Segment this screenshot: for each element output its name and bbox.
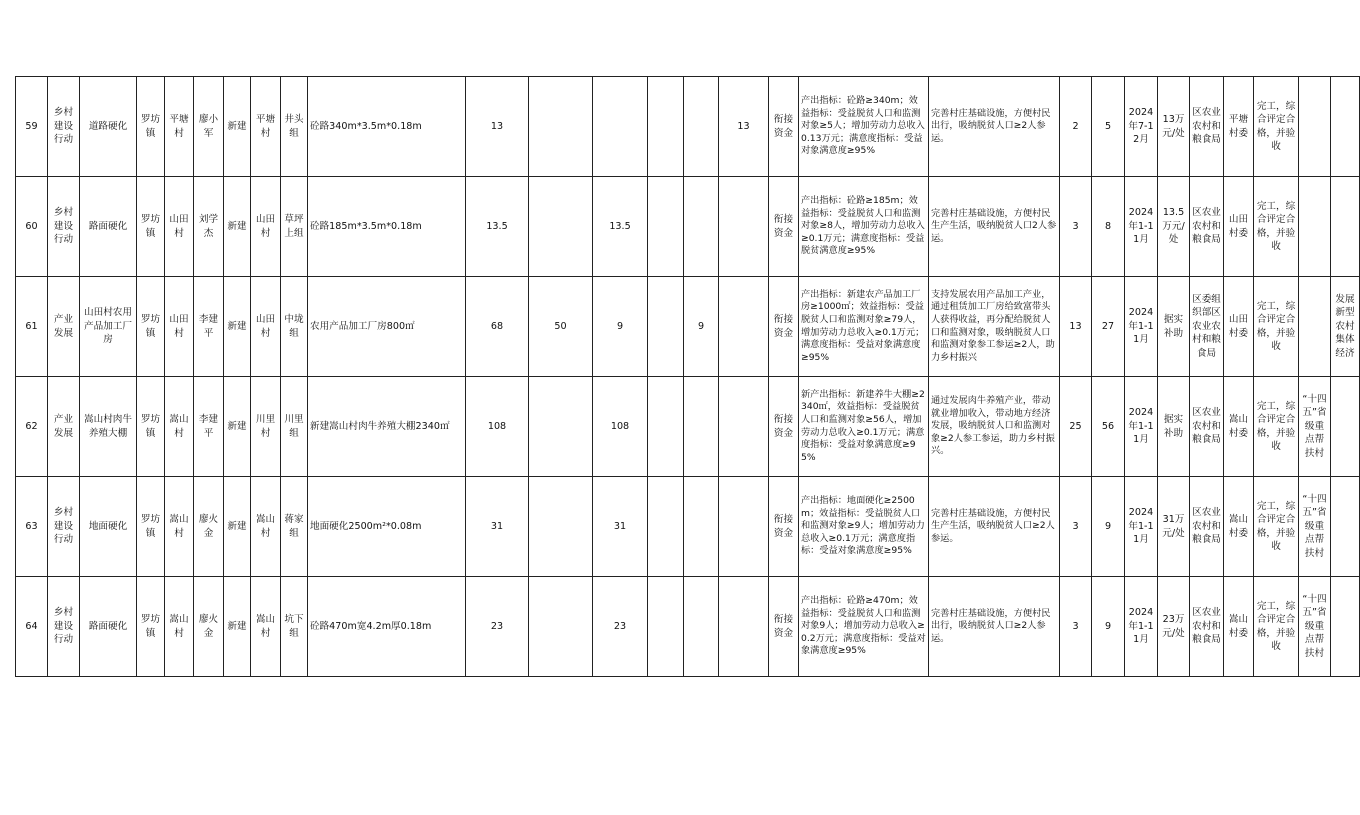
construction-type: 新建	[224, 377, 251, 477]
fund-source: 衔接资金	[769, 477, 799, 577]
fund-col-5	[719, 177, 769, 277]
performance-target: 新产出指标：新建养牛大棚≥2340㎡，效益指标：受益脱贫人口和监测对象≥56人，增加劳动力总收入≥0.1万元；满意度指标：受益对象满意度≥95%	[799, 377, 929, 477]
persons-count: 27	[1092, 277, 1125, 377]
village-tag	[1299, 77, 1331, 177]
project-category: 乡村建设行动	[48, 177, 80, 277]
site-group: 井头组	[281, 77, 308, 177]
town-cell: 罗坊镇	[137, 477, 165, 577]
acceptance-status: 完工，综合评定合格，并验收	[1254, 577, 1299, 677]
fund-col-4	[684, 77, 719, 177]
fund-col-5	[719, 477, 769, 577]
construction-type: 新建	[224, 177, 251, 277]
project-owner: 山田村委	[1224, 177, 1254, 277]
construction-type: 新建	[224, 277, 251, 377]
households-count: 3	[1060, 577, 1092, 677]
fund-col-4: 9	[684, 277, 719, 377]
acceptance-status: 完工，综合评定合格，并验收	[1254, 177, 1299, 277]
fund-col-1	[529, 577, 593, 677]
remark-cell	[1331, 77, 1360, 177]
households-count: 3	[1060, 477, 1092, 577]
fund-col-3	[648, 477, 684, 577]
households-count: 3	[1060, 177, 1092, 277]
construction-type: 新建	[224, 477, 251, 577]
fund-col-2: 9	[593, 277, 648, 377]
row-number: 60	[16, 177, 48, 277]
persons-count: 5	[1092, 77, 1125, 177]
supervising-dept: 区农业农村和粮食局	[1190, 177, 1224, 277]
acceptance-status: 完工，综合评定合格，并验收	[1254, 477, 1299, 577]
fund-col-5: 13	[719, 77, 769, 177]
implementation-period: 2024年1-11月	[1125, 277, 1158, 377]
performance-target: 产出指标：地面硬化≥2500m；效益指标：受益脱贫人口和监测对象≥9人；增加劳动力总收入≥0.1万元；满意度指标：受益对象满意度≥95%	[799, 477, 929, 577]
supervising-dept: 区委组织部区农业农村和粮食局	[1190, 277, 1224, 377]
benefit-mechanism: 完善村庄基础设施，方便村民出行，吸纳脱贫人口≥2人参运。	[929, 77, 1060, 177]
village-tag: “十四五”省级重点帮扶村	[1299, 477, 1331, 577]
project-table	[15, 76, 1360, 677]
fund-col-2: 13.5	[593, 177, 648, 277]
supervising-dept: 区农业农村和粮食局	[1190, 377, 1224, 477]
responsible-person: 李建平	[194, 377, 224, 477]
subsidy-standard: 据实补助	[1158, 277, 1190, 377]
implementation-period: 2024年1-11月	[1125, 577, 1158, 677]
total-investment: 13	[466, 77, 529, 177]
town-cell: 罗坊镇	[137, 577, 165, 677]
benefit-mechanism: 通过发展肉牛养殖产业，带动就业增加收入，带动地方经济发展，吸纳脱贫人口和监测对象≥2人参工参运，助力乡村振兴。	[929, 377, 1060, 477]
fund-source: 衔接资金	[769, 77, 799, 177]
subsidy-standard: 31万元/处	[1158, 477, 1190, 577]
site-village: 山田村	[251, 277, 281, 377]
acceptance-status: 完工，综合评定合格，并验收	[1254, 377, 1299, 477]
remark-cell	[1331, 177, 1360, 277]
table-row	[16, 177, 1360, 277]
construction-content: 砼路340m*3.5m*0.18m	[308, 77, 466, 177]
village-cell: 嵩山村	[165, 377, 194, 477]
fund-col-3	[648, 177, 684, 277]
responsible-person: 刘学杰	[194, 177, 224, 277]
performance-target: 产出指标：砼路≥185m；效益指标：受益脱贫人口和监测对象≥8人，增加劳动力总收入≥0.1万元；满意度指标：受益脱贫满意度≥95%	[799, 177, 929, 277]
row-number: 62	[16, 377, 48, 477]
project-name: 嵩山村肉牛养殖大棚	[80, 377, 137, 477]
project-name: 道路硬化	[80, 77, 137, 177]
fund-source: 衔接资金	[769, 177, 799, 277]
village-cell: 平塘村	[165, 77, 194, 177]
total-investment: 68	[466, 277, 529, 377]
project-category: 乡村建设行动	[48, 577, 80, 677]
project-name: 路面硬化	[80, 177, 137, 277]
row-number: 61	[16, 277, 48, 377]
village-cell: 嵩山村	[165, 577, 194, 677]
responsible-person: 廖火金	[194, 577, 224, 677]
benefit-mechanism: 完善村庄基础设施，方便村民生产生活，吸纳脱贫人口≥2人参运。	[929, 477, 1060, 577]
construction-type: 新建	[224, 577, 251, 677]
acceptance-status: 完工，综合评定合格，并验收	[1254, 77, 1299, 177]
fund-col-2	[593, 77, 648, 177]
site-village: 嵩山村	[251, 577, 281, 677]
implementation-period: 2024年7-12月	[1125, 77, 1158, 177]
fund-col-3	[648, 77, 684, 177]
persons-count: 8	[1092, 177, 1125, 277]
remark-cell	[1331, 577, 1360, 677]
construction-content: 地面硬化2500m²*0.08m	[308, 477, 466, 577]
table-row	[16, 477, 1360, 577]
fund-col-3	[648, 277, 684, 377]
village-tag: “十四五”省级重点帮扶村	[1299, 577, 1331, 677]
project-category: 乡村建设行动	[48, 77, 80, 177]
project-owner: 嵩山村委	[1224, 377, 1254, 477]
implementation-period: 2024年1-11月	[1125, 177, 1158, 277]
responsible-person: 廖火金	[194, 477, 224, 577]
fund-col-5	[719, 277, 769, 377]
project-owner: 平塘村委	[1224, 77, 1254, 177]
town-cell: 罗坊镇	[137, 177, 165, 277]
supervising-dept: 区农业农村和粮食局	[1190, 477, 1224, 577]
row-number: 64	[16, 577, 48, 677]
total-investment: 13.5	[466, 177, 529, 277]
fund-col-4	[684, 577, 719, 677]
fund-col-2: 23	[593, 577, 648, 677]
subsidy-standard: 13万元/处	[1158, 77, 1190, 177]
town-cell: 罗坊镇	[137, 377, 165, 477]
fund-col-3	[648, 577, 684, 677]
row-number: 63	[16, 477, 48, 577]
total-investment: 23	[466, 577, 529, 677]
remark-cell	[1331, 477, 1360, 577]
town-cell: 罗坊镇	[137, 77, 165, 177]
benefit-mechanism: 完善村庄基础设施，方便村民出行，吸纳脱贫人口≥2人参运。	[929, 577, 1060, 677]
subsidy-standard: 23万元/处	[1158, 577, 1190, 677]
project-owner: 山田村委	[1224, 277, 1254, 377]
construction-content: 新建嵩山村肉牛养殖大棚2340㎡	[308, 377, 466, 477]
supervising-dept: 区农业农村和粮食局	[1190, 577, 1224, 677]
table-row	[16, 277, 1360, 377]
fund-col-4	[684, 377, 719, 477]
remark-cell: 发展新型农村集体经济	[1331, 277, 1360, 377]
village-tag	[1299, 277, 1331, 377]
construction-content: 砼路185m*3.5m*0.18m	[308, 177, 466, 277]
performance-target: 产出指标：砼路≥340m；效益指标：受益脱贫人口和监测对象≥5人；增加劳动力总收入0.13万元；满意度指标：受益对象满意度≥95%	[799, 77, 929, 177]
fund-col-1	[529, 77, 593, 177]
households-count: 13	[1060, 277, 1092, 377]
table-row	[16, 77, 1360, 177]
construction-content: 农用产品加工厂房800㎡	[308, 277, 466, 377]
table-row	[16, 377, 1360, 477]
persons-count: 56	[1092, 377, 1125, 477]
fund-col-4	[684, 177, 719, 277]
village-cell: 嵩山村	[165, 477, 194, 577]
households-count: 2	[1060, 77, 1092, 177]
project-name: 路面硬化	[80, 577, 137, 677]
fund-col-1	[529, 477, 593, 577]
performance-target: 产出指标：砼路≥470m；效益指标：受益脱贫人口和监测对象9人；增加劳动力总收入≥0.2万元；满意度指标：受益对象满意度≥95%	[799, 577, 929, 677]
village-tag	[1299, 177, 1331, 277]
village-cell: 山田村	[165, 177, 194, 277]
subsidy-standard: 13.5万元/处	[1158, 177, 1190, 277]
site-village: 山田村	[251, 177, 281, 277]
project-category: 乡村建设行动	[48, 477, 80, 577]
site-village: 川里村	[251, 377, 281, 477]
site-group: 川里组	[281, 377, 308, 477]
supervising-dept: 区农业农村和粮食局	[1190, 77, 1224, 177]
performance-target: 产出指标：新建农产品加工厂房≥1000㎡；效益指标：受益脱贫人口和监测对象≥79人，增加劳动力总收入≥0.1万元；满意度指标：受益对象满意度≥95%	[799, 277, 929, 377]
site-group: 草坪上组	[281, 177, 308, 277]
fund-source: 衔接资金	[769, 577, 799, 677]
benefit-mechanism: 支持发展农用产品加工产业，通过租赁加工厂房给致富带头人获得收益，再分配给脱贫人口和监测对象，吸纳脱贫人口和监测对象参工参运≥2人，助力乡村振兴	[929, 277, 1060, 377]
town-cell: 罗坊镇	[137, 277, 165, 377]
fund-col-1	[529, 177, 593, 277]
fund-col-5	[719, 577, 769, 677]
project-owner: 嵩山村委	[1224, 477, 1254, 577]
benefit-mechanism: 完善村庄基础设施，方便村民生产生活，吸纳脱贫人口2人参运。	[929, 177, 1060, 277]
subsidy-standard: 据实补助	[1158, 377, 1190, 477]
project-name: 地面硬化	[80, 477, 137, 577]
households-count: 25	[1060, 377, 1092, 477]
implementation-period: 2024年1-11月	[1125, 377, 1158, 477]
responsible-person: 李建平	[194, 277, 224, 377]
table-row	[16, 577, 1360, 677]
fund-col-3	[648, 377, 684, 477]
project-category: 产业发展	[48, 277, 80, 377]
fund-source: 衔接资金	[769, 277, 799, 377]
site-village: 平塘村	[251, 77, 281, 177]
row-number: 59	[16, 77, 48, 177]
implementation-period: 2024年1-11月	[1125, 477, 1158, 577]
fund-source: 衔接资金	[769, 377, 799, 477]
responsible-person: 廖小军	[194, 77, 224, 177]
fund-col-2: 108	[593, 377, 648, 477]
remark-cell	[1331, 377, 1360, 477]
site-group: 中垅组	[281, 277, 308, 377]
persons-count: 9	[1092, 577, 1125, 677]
persons-count: 9	[1092, 477, 1125, 577]
construction-content: 砼路470m宽4.2m厚0.18m	[308, 577, 466, 677]
village-cell: 山田村	[165, 277, 194, 377]
fund-col-4	[684, 477, 719, 577]
construction-type: 新建	[224, 77, 251, 177]
project-owner: 嵩山村委	[1224, 577, 1254, 677]
total-investment: 31	[466, 477, 529, 577]
acceptance-status: 完工，综合评定合格，并验收	[1254, 277, 1299, 377]
fund-col-2: 31	[593, 477, 648, 577]
fund-col-1: 50	[529, 277, 593, 377]
project-category: 产业发展	[48, 377, 80, 477]
site-group: 坑下组	[281, 577, 308, 677]
project-name: 山田村农用产品加工厂房	[80, 277, 137, 377]
site-village: 嵩山村	[251, 477, 281, 577]
fund-col-5	[719, 377, 769, 477]
site-group: 蒋家组	[281, 477, 308, 577]
fund-col-1	[529, 377, 593, 477]
village-tag: “十四五”省级重点帮扶村	[1299, 377, 1331, 477]
total-investment: 108	[466, 377, 529, 477]
